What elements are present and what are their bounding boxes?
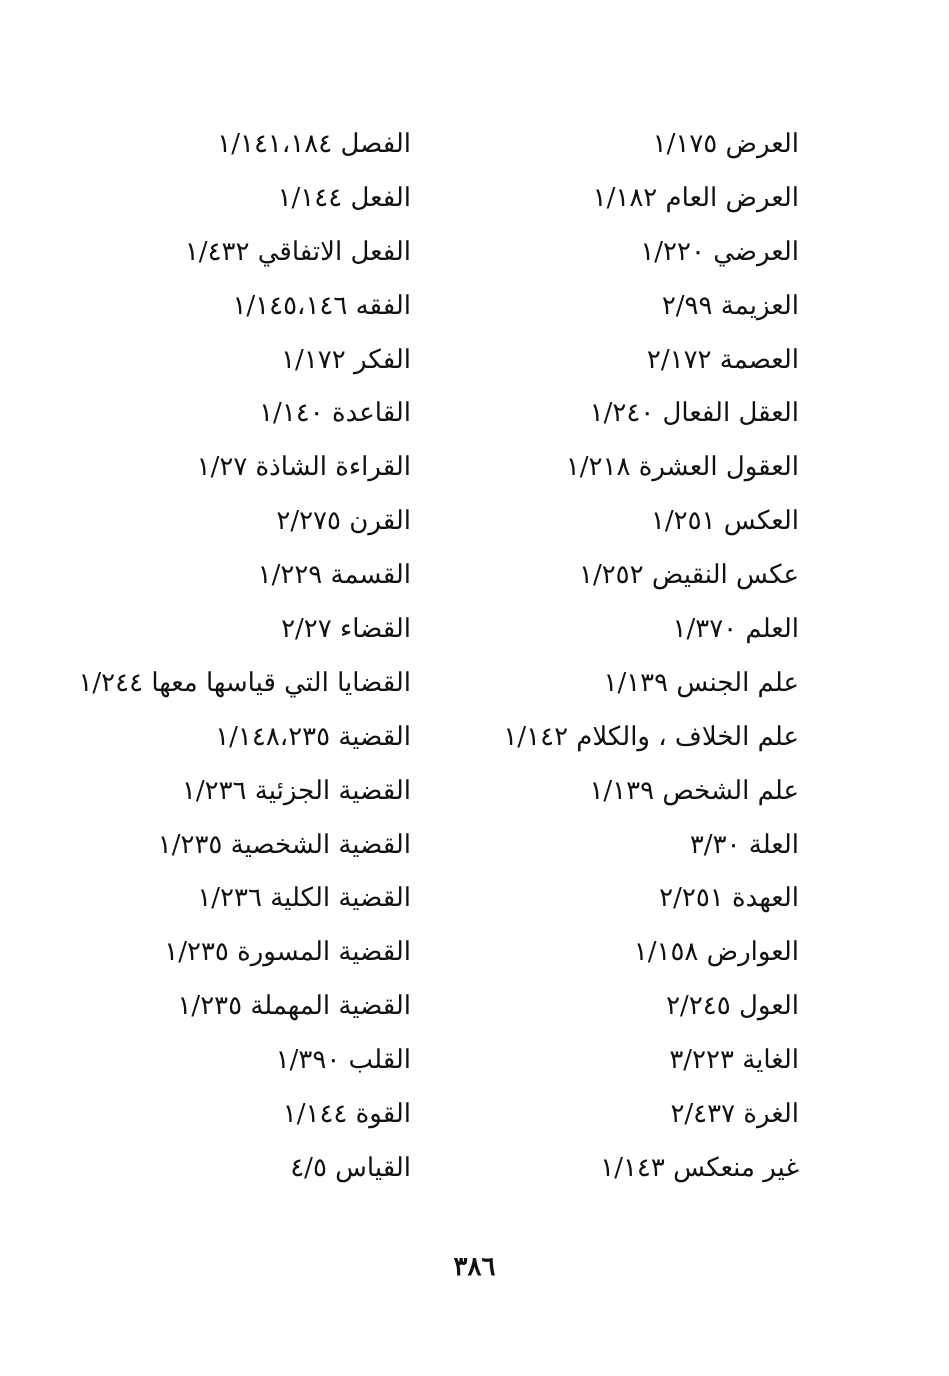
- index-entry: القراءة الشاذة ١/٢٧: [196, 452, 411, 483]
- index-entry: العرضي ١/٢٢٠: [640, 236, 799, 267]
- index-entry: الفعل الاتفاقي ١/٤٣٢: [184, 236, 411, 267]
- index-entry: العكس ١/٢٥١: [650, 506, 799, 537]
- page-number: ٣٨٦: [453, 1252, 496, 1282]
- index-entry: القضية الشخصية ١/٢٣٥: [157, 829, 411, 860]
- index-entry: القرن ٢/٢٧٥: [276, 506, 411, 537]
- index-entry: العلم ١/٣٧٠: [672, 614, 799, 645]
- index-entry: الفعل ١/١٤٤: [277, 182, 411, 213]
- index-entry: العول ٢/٢٤٥: [666, 991, 799, 1022]
- index-entry: علم الخلاف ، والكلام ١/١٤٢: [503, 721, 799, 752]
- index-entry: العقول العشرة ١/٢١٨: [565, 452, 799, 483]
- index-entry: القضايا التي قياسها معها ١/٢٤٤: [78, 667, 411, 698]
- index-column-left: [11, 118, 411, 1196]
- index-entry: العلة ٣/٣٠: [689, 829, 799, 860]
- index-entry: العوارض ١/١٥٨: [633, 937, 799, 968]
- index-column-right: [419, 118, 799, 1196]
- index-entry: الغرة ٢/٤٣٧: [670, 1099, 799, 1130]
- index-entry: القلب ١/٣٩٠: [275, 1045, 411, 1076]
- index-entry: القضية الكلية ١/٢٣٦: [197, 883, 411, 914]
- index-entry: علم الجنس ١/١٣٩: [603, 667, 799, 698]
- index-entry: القضية الجزئية ١/٢٣٦: [181, 775, 411, 806]
- index-entry: القضية ١/١٤٨،٢٣٥: [215, 721, 411, 752]
- index-entry: العقل الفعال ١/٢٤٠: [589, 398, 799, 429]
- index-entry: القوة ١/١٤٤: [282, 1099, 411, 1130]
- index-entry: الفكر ١/١٧٢: [281, 344, 411, 375]
- index-entry: الفصل ١/١٤١،١٨٤: [217, 129, 411, 159]
- index-entry: العزيمة ٢/٩٩: [661, 290, 799, 321]
- index-entry: القاعدة ١/١٤٠: [259, 398, 411, 429]
- index-entry: العرض العام ١/١٨٢: [592, 182, 799, 213]
- index-entry: القضية المسورة ١/٢٣٥: [164, 937, 411, 968]
- index-entry: الغاية ٣/٢٢٣: [669, 1045, 799, 1076]
- index-entry: القضية المهملة ١/٢٣٥: [177, 991, 411, 1022]
- index-entry: العرض ١/١٧٥: [652, 129, 799, 159]
- index-entry: العهدة ٢/٢٥١: [659, 883, 799, 914]
- index-entry: القياس ٤/٥: [290, 1152, 411, 1183]
- index-entry: القسمة ١/٢٢٩: [257, 560, 411, 591]
- index-entry: العصمة ٢/١٧٢: [646, 344, 799, 375]
- index-entry: الفقه ١/١٤٥،١٤٦: [232, 290, 411, 321]
- index-entry: القضاء ٢/٢٧: [281, 614, 411, 645]
- index-entry: عكس النقيض ١/٢٥٢: [578, 560, 799, 591]
- index-entry: علم الشخص ١/١٣٩: [589, 775, 799, 806]
- index-entry: غير منعكس ١/١٤٣: [600, 1152, 799, 1183]
